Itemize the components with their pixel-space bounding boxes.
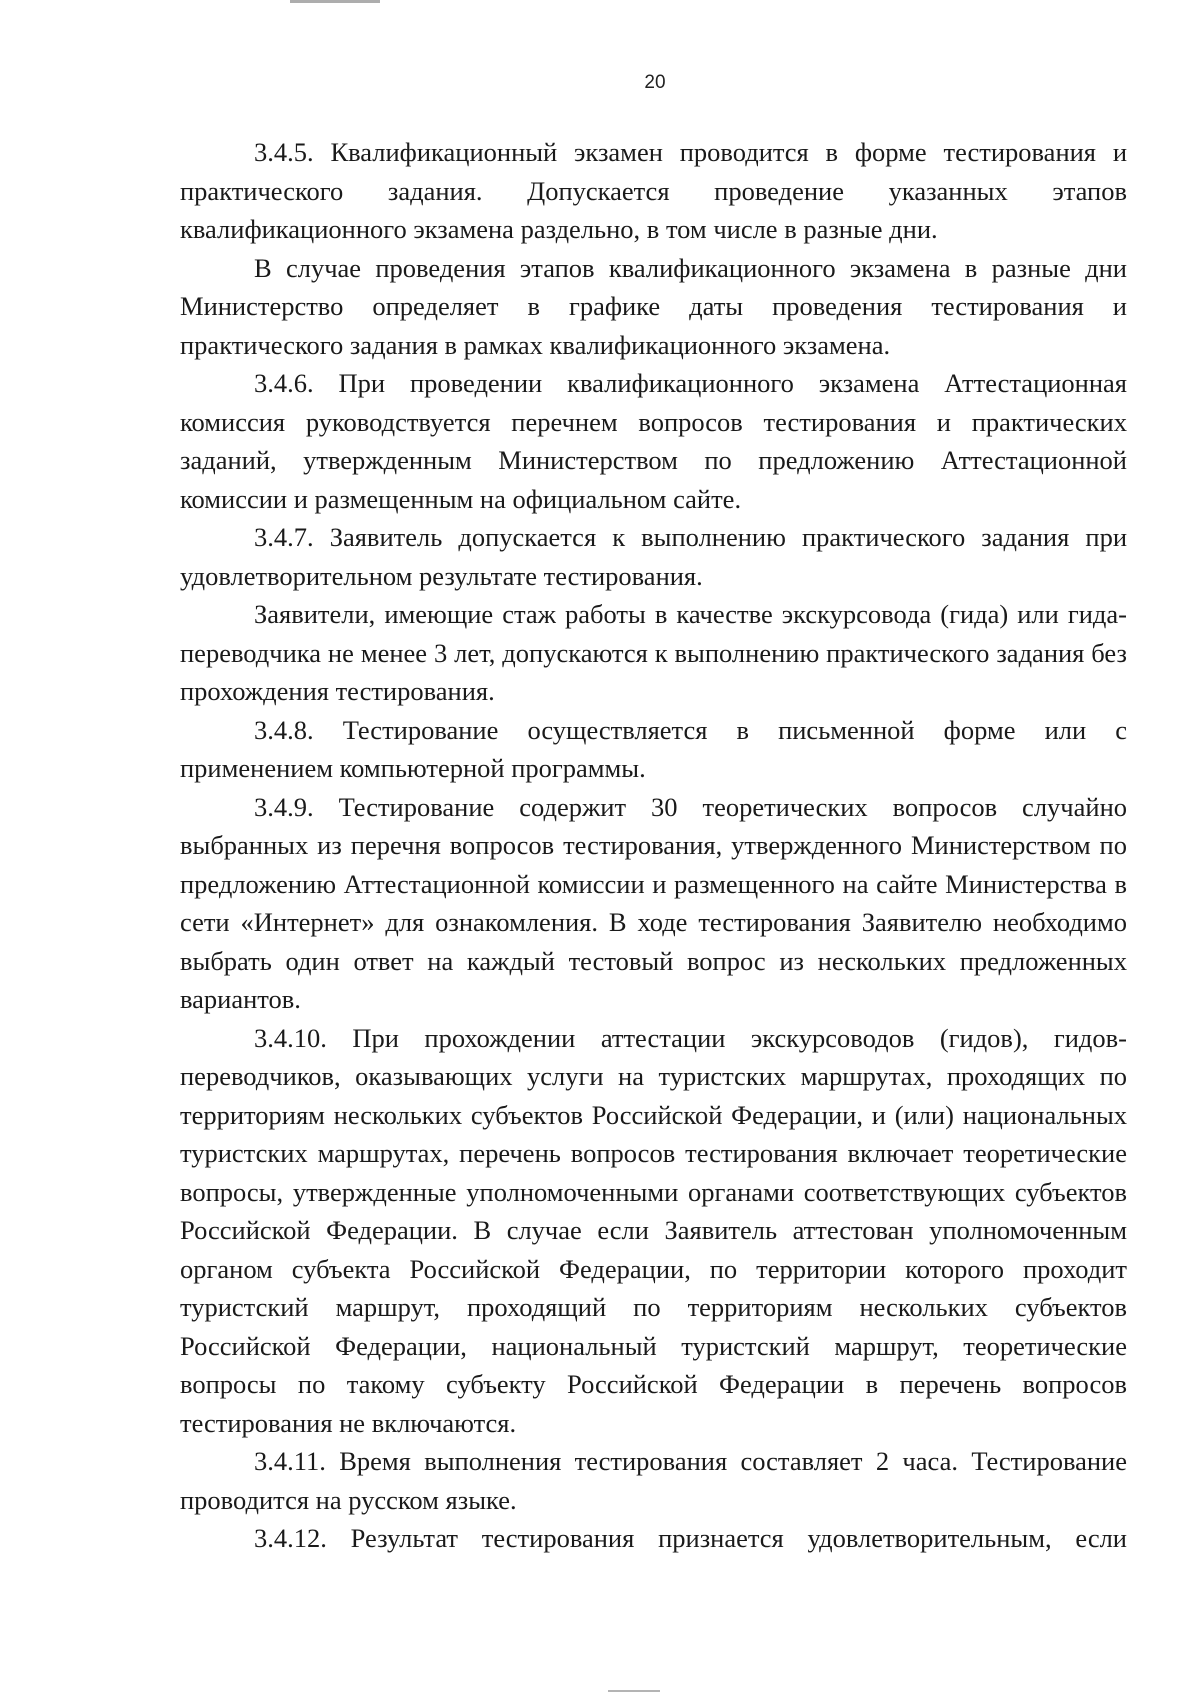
paragraph-3-4-6: 3.4.6. При проведении квалификационного экзамена Аттестационная комиссия руководствуется перечнем вопросов тестирования и практических заданий, утвержденным Министерством по предложению Аттестационной комиссии и размещенным на официальном сайте. [180,368,1127,514]
paragraph-3-4-8: 3.4.8. Тестирование осуществляется в письменной форме или с применением компьютерной программы. [180,714,1127,783]
paragraph-3-4-12: 3.4.12. Результат тестирования признается удовлетворительным, если [254,1523,1127,1553]
paragraph-3-4-9: 3.4.9. Тестирование содержит 30 теоретических вопросов случайно выбранных из перечня вопросов тестирования, утвержденного Министерством по предложению Аттестационной комиссии и размещенного на сайте Министерства в сети «Интернет» для ознакомления. В ходе тестирования Заявителю необходимо выбрать один ответ на каждый тестовый вопрос из нескольких предложенных вариантов. [180,791,1127,1014]
scan-artifact-bottom [608,1690,660,1692]
paragraph-3-4-5-continued: В случае проведения этапов квалификационного экзамена в разные дни Министерство определяет в графике даты проведения тестирования и практического задания в рамках квалификационного экзамена. [180,252,1127,360]
paragraph-3-4-7: 3.4.7. Заявитель допускается к выполнению практического задания при удовлетворительном результате тестирования. [180,522,1127,591]
paragraph-3-4-5: 3.4.5. Квалификационный экзамен проводится в форме тестирования и практического задания. Допускается проведение указанных этапов квалификационного экзамена раздельно, в том числе в разные дни. [180,137,1127,244]
paragraph-3-4-7-continued: Заявители, имеющие стаж работы в качестве экскурсовода (гида) или гида-переводчика не менее 3 лет, допускаются к выполнению практического задания без прохождения тестирования. [180,599,1127,706]
scan-artifact-top [290,0,380,3]
page-number: 20 [644,72,666,93]
paragraph-3-4-11: 3.4.11. Время выполнения тестирования составляет 2 часа. Тестирование проводится на русском языке. [180,1446,1127,1515]
paragraph-3-4-10: 3.4.10. При прохождении аттестации экскурсоводов (гидов), гидов-переводчиков, оказывающих услуги на туристских маршрутах, проходящих по территориям нескольких субъектов Российской Федерации, и (или) национальных туристских маршрутах, перечень вопросов тестирования включает теоретические вопросы, утвержденные уполномоченными органами соответствующих субъектов Российской Федерации. В случае если Заявитель аттестован уполномоченным органом субъекта Российской Федерации, по территории которого проходит туристский маршрут, проходящий по территориям нескольких субъектов Российской Федерации, национальный туристский маршрут, теоретические вопросы по такому субъекту Российской Федерации в перечень вопросов тестирования не включаются. [180,1022,1127,1438]
document-body [180,133,1127,1558]
